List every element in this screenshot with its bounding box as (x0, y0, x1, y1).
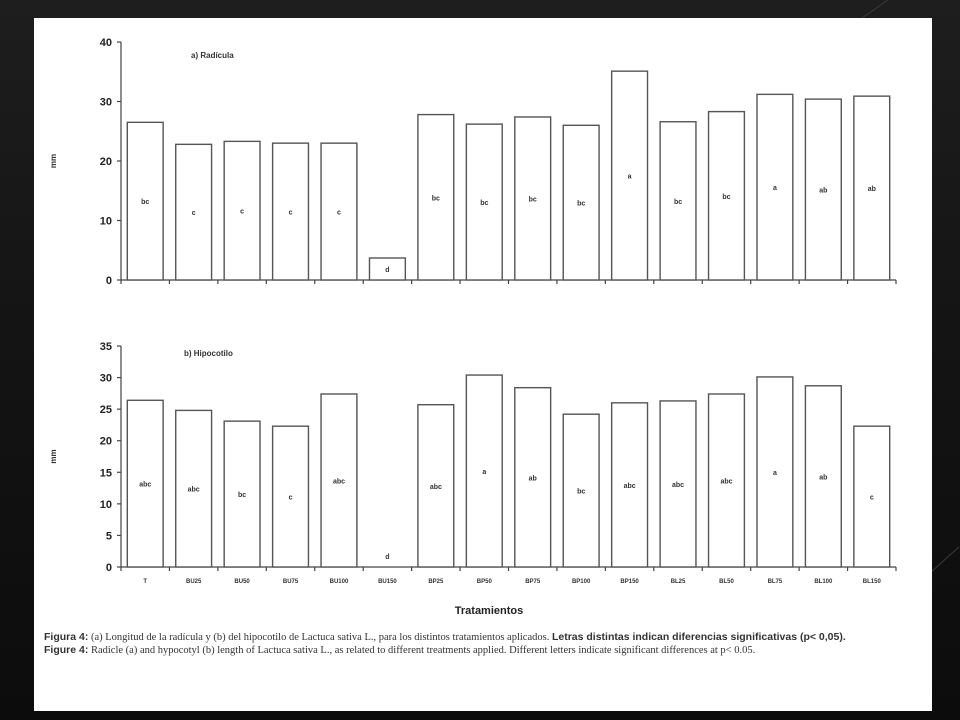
y-tick-label-a: 0 (105, 275, 112, 287)
bar-letter-a: c (337, 209, 341, 217)
y-tick-label-b: 20 (99, 435, 112, 448)
x-tick-label: BU75 (282, 579, 299, 585)
x-tick-label: BL150 (862, 579, 881, 585)
y-axis-title-a: mm (49, 153, 58, 169)
bar-letter-b: c (288, 494, 293, 502)
bar-letter-a: bc (577, 200, 586, 208)
bar-letter-a: d (385, 266, 390, 274)
bar-letter-a: ab (867, 186, 876, 194)
x-tick-label: BL50 (719, 579, 734, 585)
bar-letter-a: c (288, 209, 293, 217)
bar-letter-b: abc (672, 481, 685, 489)
x-tick-label: BU100 (329, 579, 349, 585)
bar-letter-b: a (772, 469, 777, 477)
x-tick-label: BP25 (428, 579, 444, 585)
y-tick-label-a: 20 (99, 156, 112, 168)
bar-letter-a: ab (819, 187, 828, 195)
x-tick-label: BU50 (234, 579, 250, 585)
bar-letter-a: bc (722, 193, 731, 201)
bar-letter-a: c (191, 210, 196, 218)
bar-letter-b: a (482, 469, 487, 477)
x-tick-label: BL75 (767, 579, 783, 585)
bar-letter-b: abc (139, 481, 152, 489)
x-tick-label: BU25 (185, 579, 202, 585)
x-tick-label: BL25 (670, 579, 686, 585)
y-tick-label-b: 5 (105, 530, 112, 543)
bar-letter-b: c (869, 494, 874, 502)
figure-caption (44, 631, 924, 657)
bar-letter-a: a (627, 173, 632, 181)
caption-english (44, 644, 924, 657)
x-tick-label: BP75 (525, 579, 541, 585)
bar-charts (34, 18, 932, 618)
bar-letter-a: bc (431, 195, 440, 203)
bar-letter-a: bc (141, 199, 150, 207)
y-tick-label-a: 10 (99, 215, 112, 228)
caption-en-label: Figure 4: (44, 644, 89, 656)
caption-spanish (44, 631, 924, 644)
bar-letter-a: bc (673, 198, 683, 206)
bar-letter-b: bc (238, 492, 247, 500)
y-tick-label-b: 10 (99, 498, 112, 511)
x-tick-label: T (143, 579, 148, 585)
bar-letter-b: ab (528, 475, 537, 483)
y-axis-title-b: mm (49, 449, 58, 464)
figure-slide (34, 18, 932, 711)
x-tick-label: BP100 (571, 579, 591, 585)
x-tick-label: BP150 (620, 579, 639, 585)
x-tick-label: BP50 (476, 579, 492, 585)
y-tick-label-b: 25 (99, 404, 112, 417)
panel-title-a: a) Radícula (191, 51, 234, 60)
bar-letter-b: ab (819, 474, 828, 482)
caption-es-bold: Letras distintas indican diferencias significativas (p< 0,05). (551, 631, 846, 643)
bar-letter-a: bc (528, 196, 537, 204)
x-tick-label: BU150 (378, 579, 397, 585)
bar-letter-b: abc (623, 482, 636, 490)
x-axis-title: Tratamientos (454, 605, 524, 617)
y-tick-label-b: 0 (105, 562, 112, 574)
y-tick-label-b: 30 (99, 372, 112, 385)
bar-letter-b: bc (577, 488, 586, 496)
y-tick-label-b: 35 (99, 341, 112, 353)
caption-es-label: Figura 4: (44, 631, 89, 643)
bar-letter-b: d (385, 554, 390, 561)
bar-letter-a: a (772, 185, 777, 193)
bar-letter-a: c (240, 208, 245, 216)
bar-letter-b: abc (187, 486, 200, 494)
bar-letter-b: abc (429, 483, 442, 491)
caption-en-text: Radicle (a) and hypocotyl (b) length of Lactuca sativa L., as related to different treatments applied. Different letters indicate significant differences at p< 0.05. (88, 645, 756, 656)
panel-title-b: b) Hipocotilo (184, 349, 233, 358)
y-tick-label-a: 40 (99, 37, 112, 49)
caption-es-text: (a) Longitud de la radícula y (b) del hipocotilo de Lactuca sativa L., para los distintos tratamientos aplicados. (88, 632, 552, 643)
bar-letter-b: abc (332, 478, 345, 486)
bar-letter-b: abc (720, 478, 733, 486)
y-tick-label-b: 15 (99, 467, 112, 480)
y-tick-label-a: 30 (99, 96, 112, 109)
bar-letter-a: bc (480, 200, 489, 208)
x-tick-label: BL100 (814, 579, 833, 585)
